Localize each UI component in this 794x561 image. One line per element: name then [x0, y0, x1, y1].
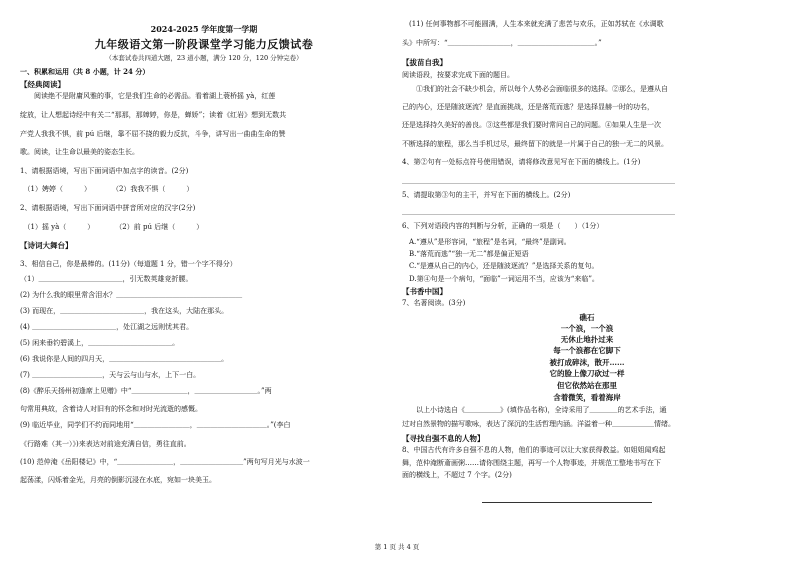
section-heading: 【寻找自强不息的人物】: [402, 434, 485, 443]
section-heading: 【诗词大舞台】: [20, 241, 73, 250]
poem-line: 含着微笑，看着海岸: [553, 393, 621, 402]
text-line: 起荡漾，闪烁着金光，月亮的倒影沉浸在水底，宛如一块美玉。: [20, 476, 216, 484]
text-line: 己的内心，还是随波逐流？是直面挑战，还是落荒而逃？是选择显赫一时的功名，: [402, 103, 654, 111]
text-line: 绽放，让人想起诗经中有关二“那那，那嫜婷，你是，蝉娇”；读着《红岩》想到无数共: [20, 111, 287, 119]
section-heading: 【书香中国】: [402, 287, 447, 296]
poem-line: 无休止地扑过来: [560, 335, 614, 344]
text-line: 舞，范仲淹断齑画粥……请你围绕主题，再写一个人物事迹，并规范工整地书写在下: [402, 459, 661, 467]
text-line: 还是选择持久美好的善良。③这些都是我们要时常问自己的问题。④如果人生是一次: [402, 121, 661, 129]
text-line: 过对自然景物的描写歌咏，表达了深沉的生活哲理内涵。洋溢着一种＿＿＿＿＿＿情绪。: [402, 420, 675, 428]
poem-line: 但它依然站在那里: [557, 381, 617, 390]
section-heading: 【拔苗自我】: [402, 58, 447, 67]
text-line: (8)《醉乐天扬州初逢席上见赠》中“＿＿＿＿＿＿＿＿，＿＿＿＿＿＿＿＿＿。”两: [20, 387, 272, 395]
text-line: A.“遵从”是形容词，“旅程”是名词，“最终”是副词。: [402, 238, 571, 246]
text-line: (9) 临近毕业，同学们不约而同地用“＿＿＿＿＿＿＿＿，＿＿＿＿＿＿＿＿＿＿。”(李白: [20, 421, 291, 429]
text-line: C.“是遵从自己的内心，还是随波逐流？”是选择关系的复句。: [402, 262, 599, 270]
text-line: (5) 闲来垂钓碧溪上，＿＿＿＿＿＿＿＿＿＿＿＿。: [20, 339, 180, 347]
poem-line: 礁石: [579, 313, 595, 322]
text-line: (3) 而现在，＿＿＿＿＿＿＿＿＿＿＿＿，我在这头，大陆在那头。: [20, 307, 229, 315]
text-line: 《行路难（其一）》)来表达对前途充满自信，勇往直前。: [20, 440, 191, 448]
text-line: (6) 我说你是人间的四月天，＿＿＿＿＿＿＿＿＿＿＿＿＿＿＿＿。: [20, 355, 229, 363]
text-line: B.“落荒而逃”“独一无二”都是偏正短语: [402, 250, 529, 258]
text-line: (4) ＿＿＿＿＿＿＿＿＿＿＿＿，处江湖之远则忧其君。: [20, 323, 194, 331]
poem-line: 它的脸上像刀砍过一样: [549, 369, 625, 378]
text-line: 2、请根据语境，写出下面词语中拼音所对应的汉字(2分): [20, 204, 196, 212]
text-line: ①我们的社会不缺少机会，所以每个人势必会面临很多的选择。②那么，是遵从自: [402, 85, 668, 93]
term-label: 2024-2025 学年度第一学期: [150, 24, 258, 34]
text-line: 阅读绝不是附庸风雅的事，它是我们生命的必需品。看着湖上蓑桥摇 yà，红莲: [20, 92, 276, 100]
text-line: 6、下列对语段内容的判断与分析，正确的一项是（ ）（1分）: [402, 222, 604, 230]
text-line: 头》中所写：“＿＿＿＿＿＿＿＿＿，＿＿＿＿＿＿＿＿＿＿＿。”: [402, 39, 602, 47]
text-line: （1）摇 yà（ ） （2）前 pú 后继（ ）: [20, 223, 204, 231]
answer-line-q8: [482, 502, 652, 503]
text-line: 4、第②句有一处标点符号使用错误，请将修改意见写在下面的横线上。(1分): [402, 158, 641, 166]
text-line: (11) 任何事物都不可能圆满，人生本来就充满了悲苦与欢乐，正如苏轼在《水调歌: [402, 20, 664, 28]
text-line: (2) 为什么我的眼里常含泪水？＿＿＿＿＿＿＿＿＿＿＿＿＿＿＿＿＿＿: [20, 291, 243, 299]
text-line: 以上小诗选自《＿＿＿＿＿》(填作品名称)，全诗采用了＿＿＿＿的艺术手法，通: [402, 406, 667, 414]
text-line: 面的横线上，不超过 7 个字。(2分): [402, 471, 512, 479]
text-line: (7) ＿＿＿＿＿＿＿＿＿＿，天与云与山与水，上下一白。: [20, 371, 201, 379]
text-line: 产党人我我不惧，前 pú 后继，靠不屈不挠的毅力反抗，斗争，讲写出一曲曲生命的赞: [20, 130, 286, 138]
text-line: 一、积累和运用（共 8 小题，计 24 分）: [20, 67, 150, 76]
poem-line: 一个浪，一个浪: [560, 324, 614, 333]
exam-subtitle: （本套试卷共四道大题，23 道小题，满分 120 分，120 分钟完卷）: [105, 54, 303, 62]
text-line: 阅读语段，按要求完成下面的题目。: [402, 71, 514, 79]
poem-line: 被打成碎沫，散开……: [549, 358, 625, 367]
page-number: 第 1 页 共 4 页: [374, 543, 420, 551]
exam-title: 九年级语文第一阶段课堂学习能力反馈试卷: [94, 38, 314, 51]
text-line: 歌。阅读，让生命以最美的姿态生长。: [20, 148, 139, 156]
text-line: 3、相信自己，你是最棒的。(11分)（每道题 1 分，错一个字不得分）: [20, 260, 237, 268]
poem-line: 每一个浪都在它脚下: [553, 346, 621, 355]
text-line: （1）＿＿＿＿＿＿＿＿＿＿＿＿，引无数英雄竞折腰。: [20, 275, 193, 283]
section-heading: 【经典阅读】: [20, 80, 65, 89]
text-line: ＿＿＿＿＿＿＿＿＿＿＿＿＿＿＿＿＿＿＿＿＿＿＿＿＿＿＿＿＿＿＿＿＿＿＿＿＿＿＿: [402, 208, 675, 216]
text-line: 8、中国古代有许多自强不息的人物，他们的事迹可以让大家获得教益。如姐姐闻鸡起: [402, 446, 666, 454]
text-line: ＿＿＿＿＿＿＿＿＿＿＿＿＿＿＿＿＿＿＿＿＿＿＿＿＿＿＿＿＿＿＿＿＿＿＿＿＿＿＿: [402, 177, 675, 185]
text-line: D.第④句是一个病句，“面临”一词运用不当，应该为“来临”。: [402, 275, 599, 283]
text-line: (10) 范仲淹《岳阳楼记》中，“＿＿＿＿＿＿＿＿，＿＿＿＿＿＿＿＿＿”两句写月光与水波一: [20, 458, 310, 466]
text-line: 7、名著阅读。(3分): [402, 299, 466, 307]
text-line: 1、请根据语境，写出下面词语中加点字的读音。(2分): [20, 167, 189, 175]
text-line: 5、请提取第③句的主干，并写在下面的横线上。(2分): [402, 191, 571, 199]
text-line: （1）娉婷（ ） （2）我我不惧（ ）: [20, 185, 194, 193]
text-line: 句常用典故，含着诗人对旧有的怀念和对时光流逝的感慨。: [20, 405, 202, 413]
text-line: 不断选择的旅程，那么当手机过尽，最终留下的就是一片属于自己的独一无二的风景。: [402, 140, 668, 148]
